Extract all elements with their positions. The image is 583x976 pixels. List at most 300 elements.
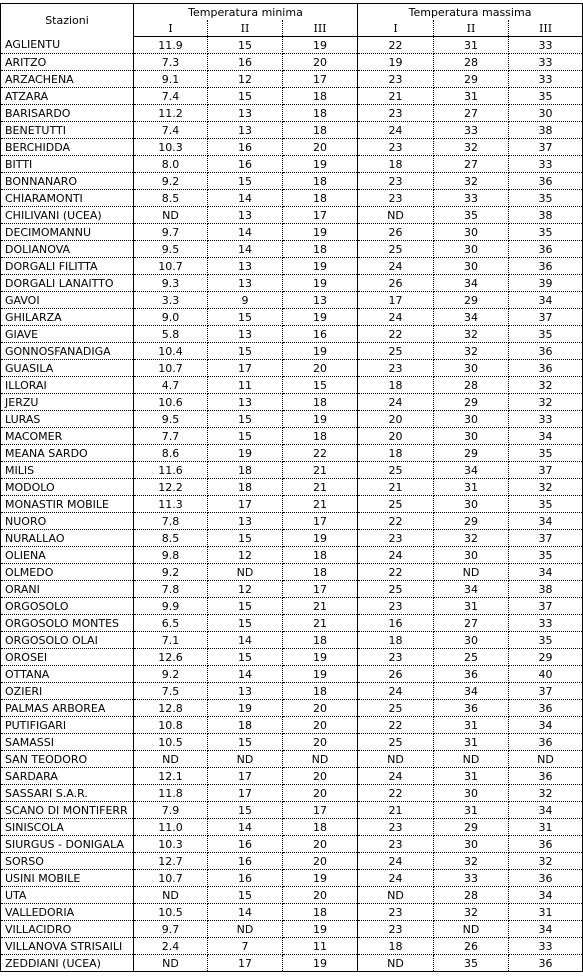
tmax-header: Temperatura massima	[358, 4, 583, 21]
tmin-value: 9.8	[134, 547, 208, 564]
tmax-value: 34	[509, 887, 583, 904]
tmax-value: 36	[509, 768, 583, 785]
tmin-value: 19	[208, 445, 283, 462]
period-header: I	[358, 20, 434, 37]
table-row	[1, 54, 583, 71]
tmin-value: 10.7	[134, 360, 208, 377]
tmax-value: 21	[358, 802, 434, 819]
tmax-value: 32	[509, 853, 583, 870]
tmin-value: 19	[283, 649, 358, 666]
tmin-value: 18	[208, 462, 283, 479]
table-row	[1, 190, 583, 207]
tmax-value: 23	[358, 836, 434, 853]
tmin-value: ND	[208, 751, 283, 768]
tmin-value: 11.0	[134, 819, 208, 836]
tmax-value: 26	[434, 938, 509, 955]
table-row	[1, 615, 583, 632]
tmax-value: 38	[509, 122, 583, 139]
header-row-groups	[1, 4, 583, 21]
table-row	[1, 751, 583, 768]
tmin-value: 9.5	[134, 411, 208, 428]
tmax-value: 30	[434, 411, 509, 428]
tmax-value: 18	[358, 377, 434, 394]
tmin-value: 16	[208, 139, 283, 156]
tmax-value: 34	[509, 921, 583, 938]
tmax-value: 37	[509, 309, 583, 326]
tmin-value: 12.2	[134, 479, 208, 496]
tmin-header: Temperatura minima	[134, 4, 358, 21]
tmin-value: 21	[283, 462, 358, 479]
tmin-value: 15	[208, 343, 283, 360]
tmin-value: 8.5	[134, 190, 208, 207]
tmax-value: 32	[434, 853, 509, 870]
tmin-value: 18	[283, 122, 358, 139]
table-row	[1, 309, 583, 326]
tmin-value: 7.4	[134, 122, 208, 139]
tmax-value: 34	[509, 717, 583, 734]
tmin-value: 15	[283, 377, 358, 394]
tmin-value: 20	[283, 734, 358, 751]
tmax-value: 22	[358, 326, 434, 343]
tmin-value: 13	[208, 275, 283, 292]
tmax-value: 33	[434, 122, 509, 139]
station-name: OTTANA	[1, 666, 134, 683]
tmax-value: 26	[358, 666, 434, 683]
tmin-value: 18	[283, 904, 358, 921]
tmin-value: 11.2	[134, 105, 208, 122]
tmin-value: 18	[283, 190, 358, 207]
tmin-value: 15	[208, 309, 283, 326]
station-name: MILIS	[1, 462, 134, 479]
tmax-value: 23	[358, 105, 434, 122]
tmin-value: 21	[283, 479, 358, 496]
station-name: JERZU	[1, 394, 134, 411]
tmax-value: 25	[358, 343, 434, 360]
tmax-value: 34	[509, 292, 583, 309]
tmax-value: 17	[358, 292, 434, 309]
tmax-value: ND	[358, 955, 434, 972]
table-row	[1, 37, 583, 54]
tmin-value: 15	[208, 615, 283, 632]
tmax-value: 37	[509, 598, 583, 615]
table-row	[1, 666, 583, 683]
tmax-value: 32	[434, 530, 509, 547]
table-row	[1, 496, 583, 513]
tmax-value: 23	[358, 190, 434, 207]
tmin-value: 10.7	[134, 258, 208, 275]
tmin-value: 13	[208, 258, 283, 275]
tmax-value: 27	[434, 615, 509, 632]
tmin-value: 18	[283, 173, 358, 190]
tmax-value: 31	[509, 904, 583, 921]
tmax-value: 30	[434, 224, 509, 241]
tmin-value: 12.6	[134, 649, 208, 666]
tmax-value: 31	[434, 37, 509, 54]
station-name: PUTIFIGARI	[1, 717, 134, 734]
tmin-value: 16	[283, 326, 358, 343]
tmax-value: 22	[358, 785, 434, 802]
station-name: MEANA SARDO	[1, 445, 134, 462]
tmin-value: 15	[208, 37, 283, 54]
tmin-value: 17	[283, 71, 358, 88]
table-row	[1, 71, 583, 88]
station-name: VILLACIDRO	[1, 921, 134, 938]
tmin-value: 18	[283, 105, 358, 122]
tmax-value: 32	[509, 394, 583, 411]
tmax-value: 31	[434, 88, 509, 105]
period-header: II	[434, 20, 509, 37]
tmax-value: 24	[358, 768, 434, 785]
tmin-value: 14	[208, 241, 283, 258]
tmin-value: 15	[208, 598, 283, 615]
table-row	[1, 632, 583, 649]
tmin-value: 11.3	[134, 496, 208, 513]
tmin-value: 19	[283, 955, 358, 972]
tmin-value: 18	[283, 241, 358, 258]
station-name: CHIARAMONTI	[1, 190, 134, 207]
tmax-value: ND	[358, 887, 434, 904]
table-row	[1, 88, 583, 105]
tmin-value: 17	[208, 360, 283, 377]
tmax-value: 22	[358, 37, 434, 54]
tmax-value: 25	[434, 649, 509, 666]
tmax-value: 40	[509, 666, 583, 683]
table-row	[1, 428, 583, 445]
tmin-value: 6.5	[134, 615, 208, 632]
tmax-value: 32	[434, 904, 509, 921]
tmax-value: 35	[509, 224, 583, 241]
table-row	[1, 139, 583, 156]
table-row	[1, 581, 583, 598]
tmin-value: 9.5	[134, 241, 208, 258]
table-row	[1, 326, 583, 343]
tmin-value: 12.1	[134, 768, 208, 785]
tmax-value: 33	[509, 71, 583, 88]
tmin-value: 7.4	[134, 88, 208, 105]
tmin-value: 17	[283, 581, 358, 598]
tmin-value: 15	[208, 649, 283, 666]
table-row	[1, 734, 583, 751]
stations-header: Stazioni	[1, 4, 134, 37]
tmin-value: 17	[283, 513, 358, 530]
table-row	[1, 275, 583, 292]
tmax-value: 23	[358, 71, 434, 88]
table-row	[1, 649, 583, 666]
tmin-value: ND	[208, 921, 283, 938]
tmin-value: 16	[208, 54, 283, 71]
tmin-value: 17	[208, 955, 283, 972]
table-row	[1, 411, 583, 428]
tmin-value: 13	[283, 292, 358, 309]
tmin-value: 19	[283, 258, 358, 275]
tmin-value: 10.4	[134, 343, 208, 360]
table-row	[1, 853, 583, 870]
station-name: MACOMER	[1, 428, 134, 445]
table-row	[1, 955, 583, 972]
tmin-value: 10.3	[134, 139, 208, 156]
tmax-value: 30	[434, 547, 509, 564]
tmax-value: 30	[434, 496, 509, 513]
table-row	[1, 547, 583, 564]
tmax-value: 24	[358, 394, 434, 411]
tmax-value: 25	[358, 496, 434, 513]
tmax-value: 32	[509, 479, 583, 496]
tmin-value: 9.1	[134, 71, 208, 88]
station-name: DOLIANOVA	[1, 241, 134, 258]
tmin-value: 20	[283, 717, 358, 734]
table-row	[1, 462, 583, 479]
tmax-value: 29	[509, 649, 583, 666]
tmax-value: 20	[358, 411, 434, 428]
tmin-value: 9.2	[134, 564, 208, 581]
tmax-value: 18	[358, 156, 434, 173]
tmin-value: 12	[208, 581, 283, 598]
temperature-table	[0, 3, 583, 972]
tmax-value: 23	[358, 139, 434, 156]
table-row	[1, 904, 583, 921]
station-name: LURAS	[1, 411, 134, 428]
station-name: VALLEDORIA	[1, 904, 134, 921]
tmin-value: 20	[283, 836, 358, 853]
station-name: MODOLO	[1, 479, 134, 496]
tmax-value: 30	[434, 360, 509, 377]
table-row	[1, 360, 583, 377]
tmax-value: 30	[434, 258, 509, 275]
station-name: SINISCOLA	[1, 819, 134, 836]
tmin-value: 17	[208, 785, 283, 802]
tmax-value: 34	[434, 309, 509, 326]
tmin-value: 14	[208, 632, 283, 649]
tmin-value: 7.3	[134, 54, 208, 71]
tmin-value: 7.9	[134, 802, 208, 819]
tmin-value: 4.7	[134, 377, 208, 394]
tmax-value: 23	[358, 649, 434, 666]
table-row	[1, 445, 583, 462]
tmin-value: 13	[208, 326, 283, 343]
tmax-value: 30	[434, 785, 509, 802]
tmin-value: 20	[283, 360, 358, 377]
tmax-value: 25	[358, 581, 434, 598]
tmax-value: 38	[509, 207, 583, 224]
station-name: DORGALI FILITTA	[1, 258, 134, 275]
tmin-value: 19	[283, 224, 358, 241]
tmin-value: 8.0	[134, 156, 208, 173]
tmin-value: 19	[283, 343, 358, 360]
tmin-value: 19	[283, 309, 358, 326]
tmax-value: 29	[434, 394, 509, 411]
tmin-value: 10.5	[134, 904, 208, 921]
tmax-value: 32	[434, 139, 509, 156]
tmin-value: 8.6	[134, 445, 208, 462]
tmax-value: 23	[358, 598, 434, 615]
tmax-value: 36	[509, 836, 583, 853]
tmax-value: 31	[434, 598, 509, 615]
station-name: ILLORAI	[1, 377, 134, 394]
station-name: MONASTIR MOBILE	[1, 496, 134, 513]
tmin-value: 19	[283, 37, 358, 54]
tmin-value: 14	[208, 224, 283, 241]
tmax-value: 24	[358, 309, 434, 326]
table-row	[1, 836, 583, 853]
table-row	[1, 258, 583, 275]
tmin-value: 18	[283, 819, 358, 836]
tmin-value: 19	[208, 700, 283, 717]
tmax-value: 21	[358, 88, 434, 105]
tmax-value: 18	[358, 938, 434, 955]
tmin-value: 21	[283, 598, 358, 615]
tmin-value: 18	[283, 88, 358, 105]
tmin-value: 10.8	[134, 717, 208, 734]
tmax-value: 24	[358, 683, 434, 700]
tmax-value: 38	[509, 581, 583, 598]
tmin-value: 8.5	[134, 530, 208, 547]
station-name: UTA	[1, 887, 134, 904]
station-name: SCANO DI MONTIFERR	[1, 802, 134, 819]
tmax-value: 35	[434, 207, 509, 224]
table-row	[1, 938, 583, 955]
tmax-value: 24	[358, 122, 434, 139]
tmin-value: 11	[208, 377, 283, 394]
tmin-value: 18	[283, 564, 358, 581]
tmax-value: 35	[509, 190, 583, 207]
tmin-value: ND	[283, 751, 358, 768]
tmin-value: 18	[208, 479, 283, 496]
tmax-value: 36	[509, 870, 583, 887]
tmax-value: 27	[434, 105, 509, 122]
table-row	[1, 598, 583, 615]
tmin-value: 20	[283, 139, 358, 156]
tmin-value: 20	[283, 887, 358, 904]
table-row	[1, 377, 583, 394]
tmin-value: 11	[283, 938, 358, 955]
tmax-value: 34	[509, 428, 583, 445]
tmax-value: 37	[509, 683, 583, 700]
table-row	[1, 394, 583, 411]
station-name: ORGOSOLO	[1, 598, 134, 615]
station-name: ORGOSOLO MONTES	[1, 615, 134, 632]
tmax-value: 30	[434, 632, 509, 649]
tmax-value: 31	[509, 819, 583, 836]
table-row	[1, 241, 583, 258]
station-name: AGLIENTU	[1, 37, 134, 54]
tmax-value: 36	[509, 258, 583, 275]
tmax-value: 35	[509, 88, 583, 105]
tmax-value: ND	[434, 751, 509, 768]
tmin-value: 14	[208, 904, 283, 921]
table-row	[1, 292, 583, 309]
table-row	[1, 887, 583, 904]
tmax-value: 36	[509, 360, 583, 377]
tmin-value: 19	[283, 870, 358, 887]
tmin-value: 7.5	[134, 683, 208, 700]
tmin-value: 22	[283, 445, 358, 462]
tmin-value: 18	[283, 547, 358, 564]
tmin-value: 18	[283, 632, 358, 649]
tmin-value: 13	[208, 207, 283, 224]
tmin-value: 7.7	[134, 428, 208, 445]
tmin-value: 15	[208, 411, 283, 428]
tmax-value: 36	[509, 955, 583, 972]
tmax-value: 19	[358, 54, 434, 71]
station-name: ZEDDIANI (UCEA)	[1, 955, 134, 972]
tmax-value: 35	[509, 445, 583, 462]
tmin-value: ND	[134, 955, 208, 972]
station-name: NUORO	[1, 513, 134, 530]
tmax-value: 22	[358, 513, 434, 530]
table-body	[1, 37, 583, 972]
tmin-value: 18	[283, 428, 358, 445]
tmax-value: 34	[509, 513, 583, 530]
table-row	[1, 802, 583, 819]
station-name: GHILARZA	[1, 309, 134, 326]
tmax-value: 37	[509, 139, 583, 156]
tmax-value: ND	[509, 751, 583, 768]
station-name: NURALLAO	[1, 530, 134, 547]
tmin-value: 11.6	[134, 462, 208, 479]
tmax-value: 31	[434, 768, 509, 785]
table-row	[1, 530, 583, 547]
tmin-value: 13	[208, 105, 283, 122]
station-name: SARDARA	[1, 768, 134, 785]
station-name: BONNANARO	[1, 173, 134, 190]
table-row	[1, 105, 583, 122]
tmin-value: 13	[208, 122, 283, 139]
tmax-value: ND	[358, 207, 434, 224]
tmin-value: 21	[283, 615, 358, 632]
tmax-value: 22	[358, 717, 434, 734]
tmax-value: 37	[509, 530, 583, 547]
tmin-value: 20	[283, 785, 358, 802]
station-name: DORGALI LANAITTO	[1, 275, 134, 292]
tmax-value: 29	[434, 445, 509, 462]
tmin-value: 9.0	[134, 309, 208, 326]
tmax-value: 28	[434, 377, 509, 394]
tmin-value: 15	[208, 734, 283, 751]
tmax-value: 35	[509, 326, 583, 343]
tmax-value: 32	[509, 785, 583, 802]
tmax-value: ND	[358, 751, 434, 768]
tmax-value: 29	[434, 71, 509, 88]
tmax-value: 20	[358, 428, 434, 445]
tmax-value: 35	[509, 547, 583, 564]
tmax-value: 34	[509, 802, 583, 819]
station-name: GONNOSFANADIGA	[1, 343, 134, 360]
tmax-value: 35	[434, 955, 509, 972]
tmax-value: 34	[434, 462, 509, 479]
tmax-value: 36	[509, 343, 583, 360]
period-header: II	[208, 20, 283, 37]
table-row	[1, 870, 583, 887]
station-name: ORGOSOLO OLAI	[1, 632, 134, 649]
station-name: ORANI	[1, 581, 134, 598]
tmin-value: 12	[208, 547, 283, 564]
tmax-value: 22	[358, 564, 434, 581]
tmin-value: 17	[208, 768, 283, 785]
tmax-value: ND	[434, 564, 509, 581]
tmin-value: 15	[208, 173, 283, 190]
tmax-value: 26	[358, 275, 434, 292]
tmin-value: 15	[208, 802, 283, 819]
tmax-value: 31	[434, 734, 509, 751]
tmax-value: 25	[358, 700, 434, 717]
tmin-value: 20	[283, 54, 358, 71]
tmin-value: 7.8	[134, 581, 208, 598]
table-row	[1, 819, 583, 836]
tmin-value: 11.8	[134, 785, 208, 802]
station-name: SAN TEODORO	[1, 751, 134, 768]
tmax-value: 37	[509, 462, 583, 479]
station-name: OZIERI	[1, 683, 134, 700]
